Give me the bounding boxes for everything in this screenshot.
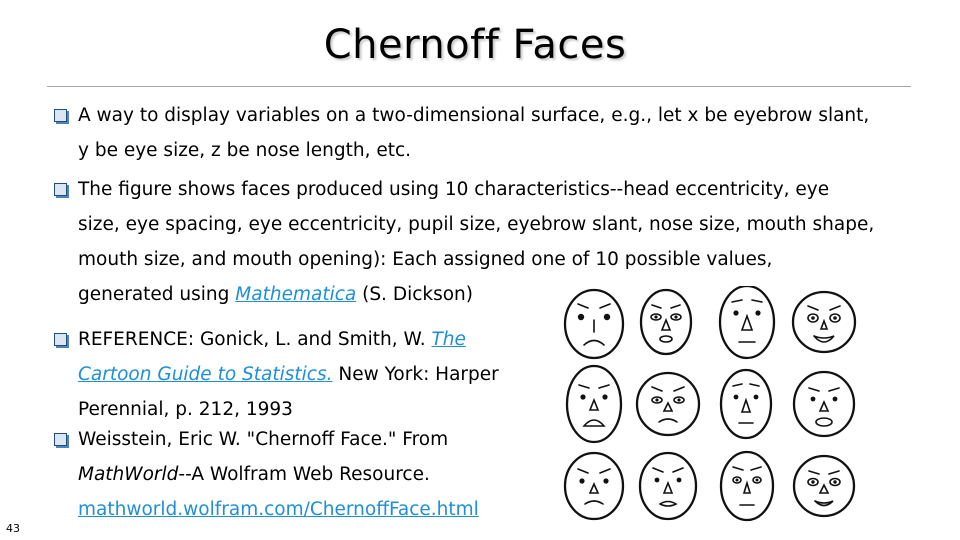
slide-title: Chernoff Faces <box>323 22 627 68</box>
bullet-4-line-2-post: --A Wolfram Web Resource. <box>178 464 430 485</box>
mathworld-url-link[interactable]: mathworld.wolfram.com/ChernoffFace.html <box>78 499 479 520</box>
bullet-4-line-1: Weisstein, Eric W. "Chernoff Face." From <box>78 429 449 450</box>
face-icon <box>637 373 699 435</box>
bullet-2-line-4 <box>78 277 473 312</box>
bullet-2-line-2: size, eye spacing, eye eccentricity, pupil size, eyebrow slant, nose size, mouth shape, <box>78 214 875 235</box>
face-icon <box>794 456 854 516</box>
bullet-3-line-3: Perennial, p. 212, 1993 <box>78 399 293 420</box>
bullet-2-line-4-pre: generated using <box>78 284 236 305</box>
bullet-4-line-3 <box>78 492 479 527</box>
checkbox-bullet-icon <box>54 333 67 346</box>
bullet-3-line-2 <box>78 357 499 392</box>
checkbox-bullet-icon <box>54 109 67 122</box>
bullet-3-line-1 <box>78 322 466 357</box>
face-icon <box>565 290 623 358</box>
bullet-2-line-1: The figure shows faces produced using 10 characteristics--head eccentricity, eye <box>78 179 830 200</box>
chernoff-faces-figure <box>556 286 876 526</box>
book-title-link-part-2[interactable]: Cartoon Guide to Statistics. <box>78 364 333 385</box>
face-icon <box>720 286 774 358</box>
checkbox-bullet-icon <box>54 183 67 196</box>
mathworld-name: MathWorld <box>78 464 179 485</box>
page-number: 43 <box>6 522 20 535</box>
bullet-2-line-3: mouth size, and mouth opening): Each assigned one of 10 possible values, <box>78 249 773 270</box>
bullet-3-line-1-pre: REFERENCE: Gonick, L. and Smith, W. <box>78 329 432 350</box>
bullet-1-line-2: y be eye size, z be nose length, etc. <box>78 140 412 161</box>
face-icon <box>641 290 691 354</box>
face-icon <box>640 453 696 519</box>
faces-grid <box>556 286 876 526</box>
checkbox-bullet-icon <box>54 433 67 446</box>
face-icon <box>567 366 621 442</box>
face-icon <box>565 453 623 519</box>
face-icon <box>721 452 773 520</box>
title-divider <box>47 86 911 87</box>
book-title-link-part-1[interactable]: The <box>431 329 466 350</box>
face-icon <box>793 292 855 352</box>
face-icon <box>794 372 854 436</box>
bullet-1-line-1: A way to display variables on a two-dimensional surface, e.g., let x be eyebrow slant, <box>78 105 870 126</box>
mathematica-link[interactable]: Mathematica <box>235 284 357 305</box>
face-icon <box>721 370 771 438</box>
bullet-3-line-2-post: New York: Harper <box>332 364 499 385</box>
bullet-2-line-4-post: (S. Dickson) <box>356 284 473 305</box>
bullet-4-line-2 <box>78 457 430 492</box>
